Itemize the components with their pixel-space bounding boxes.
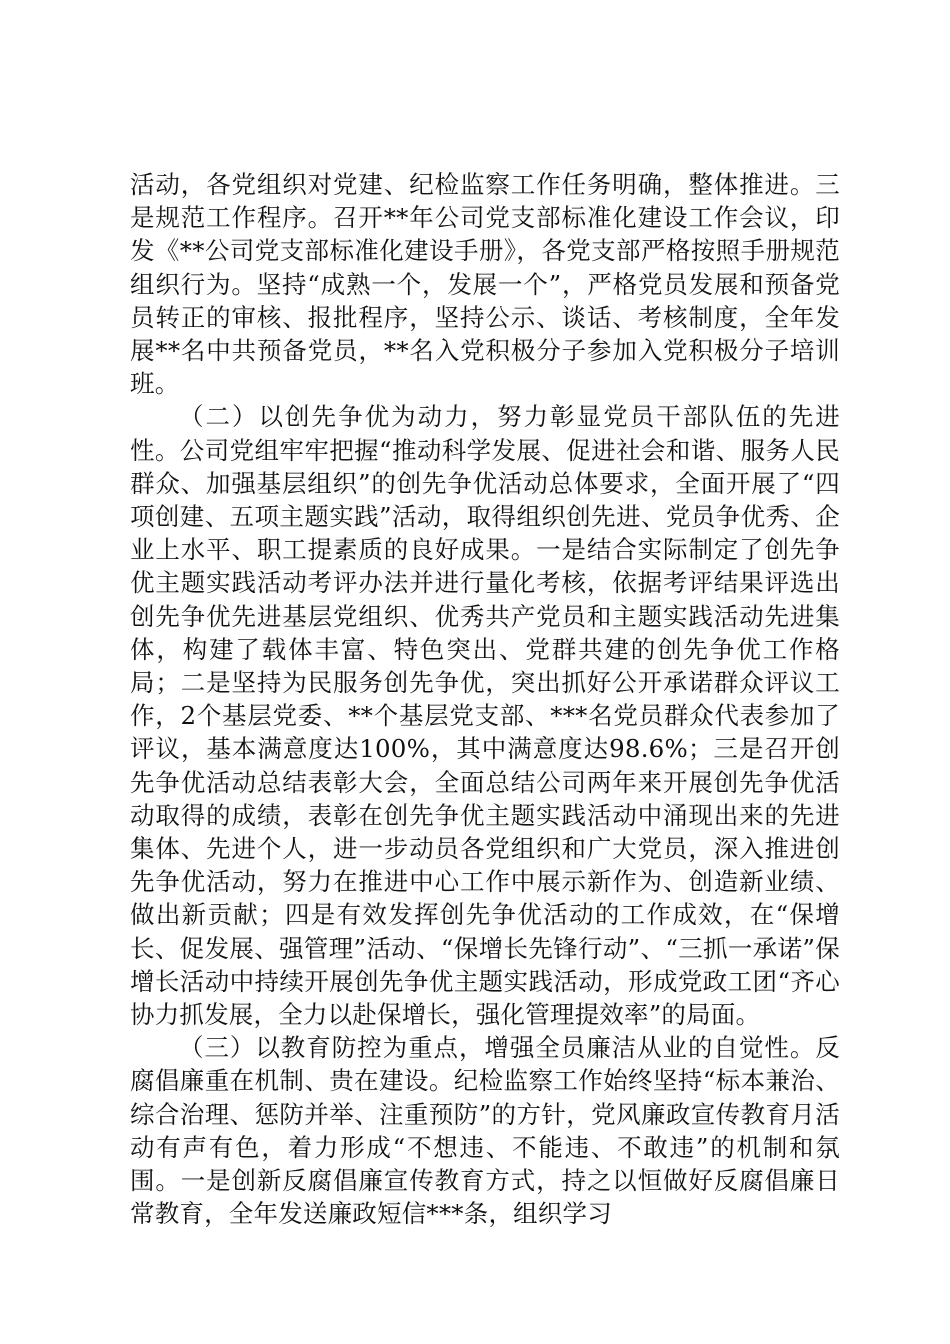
paragraph-integrity-education: （三）以教育防控为重点，增强全员廉洁从业的自觉性。反腐倡廉重在机制、贵在建设。纪检监察工作始终坚持“标本兼治、综合治理、惩防并举、注重预防”的方针，党风廉政宣传教育月活动有声有色，着力形成“不想违、不能违、不敢违”的机制和氛围。一是创新反腐倡廉宣传教育方式，持之以恒做好反腐倡廉日常教育，全年发送廉政短信***条，组织学习 (130, 1033, 840, 1229)
document-body (130, 168, 840, 1231)
paragraph-excellence-campaign: （二）以创先争优为动力，努力彰显党员干部队伍的先进性。公司党组牢牢把握“推动科学发展、促进社会和谐、服务人民群众、加强基层组织”的创先争优活动总体要求，全面开展了“四项创建、五项主题实践”活动，取得组织创先进、党员争优秀、企业上水平、职工提素质的良好成果。一是结合实际制定了创先争优主题实践活动考评办法并进行量化考核，依据考评结果评选出创先争优先进基层党组织、优秀共产党员和主题实践活动先进集体，构建了载体丰富、特色突出、党群共建的创先争优工作格局；二是坚持为民服务创先争优，突出抓好公开承诺群众评议工作，2个基层党委、**个基层党支部、***名党员群众代表参加了评议，基本满意度达100%，其中满意度达98.6%；三是召开创先争优活动总结表彰大会，全面总结公司两年来开展创先争优活动取得的成绩，表彰在创先争优主题实践活动中涌现出来的先进集体、先进个人，进一步动员各党组织和广大党员，深入推进创先争优活动，努力在推进中心工作中展示新作为、创造新业绩、做出新贡献；四是有效发挥创先争优活动的工作成效，在“保增长、促发展、强管理”活动、“保增长先锋行动”、“三抓一承诺”保增长活动中持续开展创先争优主题实践活动，形成党政工团“齐心协力抓发展，全力以赴保增长，强化管理提效率”的局面。 (130, 402, 840, 1030)
paragraph-party-building: 活动，各党组织对党建、纪检监察工作任务明确，整体推进。三是规范工作程序。召开**年公司党支部标准化建设工作会议，印发《**公司党支部标准化建设手册》，各党支部严格按照手册规范组织行为。坚持“成熟一个，发展一个”，严格党员发展和预备党员转正的审核、报批程序，坚持公示、谈话、考核制度，全年发展**名中共预备党员，**名入党积极分子参加入党积极分子培训班。 (130, 170, 840, 399)
